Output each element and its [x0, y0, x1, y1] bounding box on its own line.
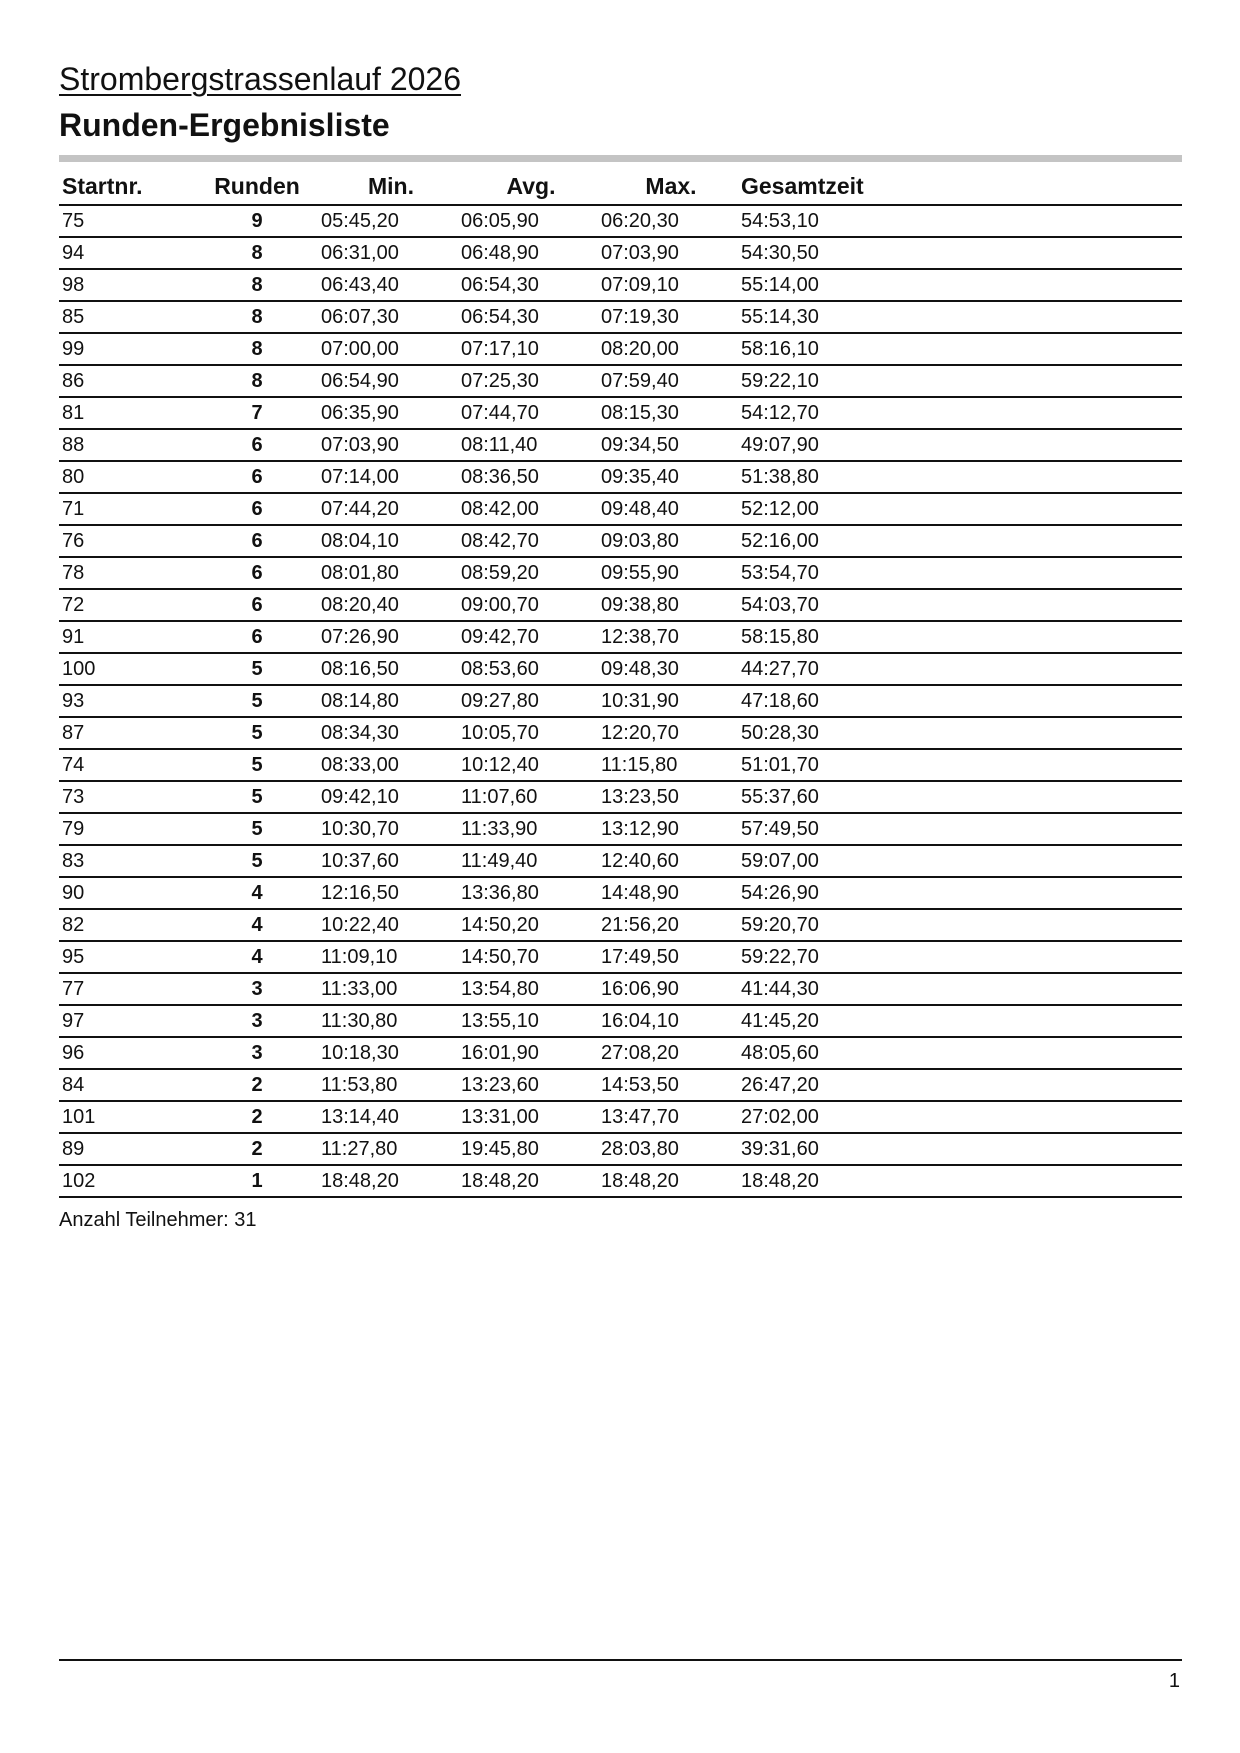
- cell-max: 14:48,90: [601, 877, 741, 909]
- participant-count: Anzahl Teilnehmer: 31: [59, 1209, 257, 1231]
- cell-gesamtzeit: 57:49,50: [741, 813, 1182, 845]
- cell-gesamtzeit: 54:12,70: [741, 397, 1182, 429]
- cell-runden: 2: [193, 1101, 321, 1133]
- cell-runden: 5: [193, 845, 321, 877]
- table-header-row: [59, 168, 1182, 205]
- table-row: [59, 749, 1182, 781]
- cell-min: 05:45,20: [321, 205, 461, 237]
- table-row: [59, 365, 1182, 397]
- table-row: [59, 1133, 1182, 1165]
- results-body: [59, 205, 1182, 1197]
- cell-startnr: 91: [59, 621, 193, 653]
- cell-min: 11:09,10: [321, 941, 461, 973]
- cell-runden: 3: [193, 1005, 321, 1037]
- cell-min: 13:14,40: [321, 1101, 461, 1133]
- table-row: [59, 813, 1182, 845]
- cell-startnr: 78: [59, 557, 193, 589]
- cell-runden: 5: [193, 781, 321, 813]
- cell-gesamtzeit: 54:53,10: [741, 205, 1182, 237]
- cell-gesamtzeit: 52:12,00: [741, 493, 1182, 525]
- cell-max: 09:48,40: [601, 493, 741, 525]
- cell-gesamtzeit: 44:27,70: [741, 653, 1182, 685]
- cell-gesamtzeit: 41:45,20: [741, 1005, 1182, 1037]
- cell-startnr: 87: [59, 717, 193, 749]
- cell-min: 10:22,40: [321, 909, 461, 941]
- cell-startnr: 88: [59, 429, 193, 461]
- cell-runden: 5: [193, 749, 321, 781]
- cell-avg: 13:55,10: [461, 1005, 601, 1037]
- cell-avg: 09:42,70: [461, 621, 601, 653]
- cell-avg: 06:48,90: [461, 237, 601, 269]
- table-row: [59, 941, 1182, 973]
- cell-startnr: 83: [59, 845, 193, 877]
- cell-startnr: 74: [59, 749, 193, 781]
- cell-gesamtzeit: 59:22,70: [741, 941, 1182, 973]
- cell-gesamtzeit: 59:07,00: [741, 845, 1182, 877]
- page-title: Runden-Ergebnisliste: [59, 107, 390, 143]
- cell-startnr: 102: [59, 1165, 193, 1197]
- cell-gesamtzeit: 39:31,60: [741, 1133, 1182, 1165]
- table-row: [59, 1165, 1182, 1197]
- cell-max: 12:40,60: [601, 845, 741, 877]
- column-header-startnr: Startnr.: [59, 168, 193, 205]
- cell-avg: 11:49,40: [461, 845, 601, 877]
- table-row: [59, 1037, 1182, 1069]
- table-row: [59, 237, 1182, 269]
- cell-avg: 10:12,40: [461, 749, 601, 781]
- cell-startnr: 97: [59, 1005, 193, 1037]
- cell-runden: 5: [193, 685, 321, 717]
- table-row: [59, 1069, 1182, 1101]
- table-row: [59, 269, 1182, 301]
- column-header-runden: Runden: [193, 168, 321, 205]
- cell-startnr: 82: [59, 909, 193, 941]
- table-row: [59, 973, 1182, 1005]
- cell-min: 07:26,90: [321, 621, 461, 653]
- cell-runden: 6: [193, 621, 321, 653]
- cell-startnr: 101: [59, 1101, 193, 1133]
- cell-startnr: 85: [59, 301, 193, 333]
- cell-startnr: 75: [59, 205, 193, 237]
- cell-avg: 09:00,70: [461, 589, 601, 621]
- cell-min: 11:53,80: [321, 1069, 461, 1101]
- cell-max: 08:20,00: [601, 333, 741, 365]
- cell-min: 06:54,90: [321, 365, 461, 397]
- cell-gesamtzeit: 55:14,00: [741, 269, 1182, 301]
- cell-max: 07:19,30: [601, 301, 741, 333]
- cell-startnr: 98: [59, 269, 193, 301]
- cell-max: 07:09,10: [601, 269, 741, 301]
- cell-gesamtzeit: 26:47,20: [741, 1069, 1182, 1101]
- cell-max: 10:31,90: [601, 685, 741, 717]
- cell-runden: 7: [193, 397, 321, 429]
- cell-min: 07:03,90: [321, 429, 461, 461]
- cell-max: 06:20,30: [601, 205, 741, 237]
- event-title: Strombergstrassenlauf 2026: [59, 61, 461, 97]
- cell-runden: 6: [193, 589, 321, 621]
- cell-avg: 19:45,80: [461, 1133, 601, 1165]
- cell-startnr: 84: [59, 1069, 193, 1101]
- cell-min: 08:34,30: [321, 717, 461, 749]
- cell-runden: 8: [193, 269, 321, 301]
- cell-runden: 3: [193, 973, 321, 1005]
- cell-min: 08:16,50: [321, 653, 461, 685]
- cell-startnr: 86: [59, 365, 193, 397]
- cell-gesamtzeit: 55:14,30: [741, 301, 1182, 333]
- cell-startnr: 89: [59, 1133, 193, 1165]
- cell-min: 06:07,30: [321, 301, 461, 333]
- table-row: [59, 493, 1182, 525]
- cell-runden: 8: [193, 301, 321, 333]
- cell-max: 16:04,10: [601, 1005, 741, 1037]
- cell-runden: 8: [193, 237, 321, 269]
- cell-gesamtzeit: 54:30,50: [741, 237, 1182, 269]
- table-row: [59, 621, 1182, 653]
- cell-avg: 08:42,00: [461, 493, 601, 525]
- cell-avg: 06:05,90: [461, 205, 601, 237]
- cell-min: 08:04,10: [321, 525, 461, 557]
- cell-startnr: 93: [59, 685, 193, 717]
- cell-gesamtzeit: 58:15,80: [741, 621, 1182, 653]
- cell-startnr: 90: [59, 877, 193, 909]
- cell-max: 13:23,50: [601, 781, 741, 813]
- cell-max: 09:34,50: [601, 429, 741, 461]
- cell-max: 28:03,80: [601, 1133, 741, 1165]
- cell-max: 16:06,90: [601, 973, 741, 1005]
- cell-min: 06:43,40: [321, 269, 461, 301]
- cell-startnr: 76: [59, 525, 193, 557]
- table-row: [59, 205, 1182, 237]
- cell-min: 08:01,80: [321, 557, 461, 589]
- cell-min: 08:33,00: [321, 749, 461, 781]
- table-row: [59, 461, 1182, 493]
- cell-max: 17:49,50: [601, 941, 741, 973]
- cell-runden: 8: [193, 365, 321, 397]
- cell-avg: 06:54,30: [461, 269, 601, 301]
- table-row: [59, 589, 1182, 621]
- cell-runden: 2: [193, 1069, 321, 1101]
- column-header-avg: Avg.: [461, 168, 601, 205]
- cell-avg: 07:44,70: [461, 397, 601, 429]
- table-row: [59, 301, 1182, 333]
- cell-avg: 07:17,10: [461, 333, 601, 365]
- cell-max: 21:56,20: [601, 909, 741, 941]
- cell-gesamtzeit: 48:05,60: [741, 1037, 1182, 1069]
- table-row: [59, 429, 1182, 461]
- cell-min: 08:20,40: [321, 589, 461, 621]
- table-row: [59, 877, 1182, 909]
- cell-avg: 16:01,90: [461, 1037, 601, 1069]
- cell-gesamtzeit: 51:01,70: [741, 749, 1182, 781]
- cell-runden: 5: [193, 717, 321, 749]
- cell-min: 07:00,00: [321, 333, 461, 365]
- cell-max: 27:08,20: [601, 1037, 741, 1069]
- cell-gesamtzeit: 58:16,10: [741, 333, 1182, 365]
- cell-min: 06:31,00: [321, 237, 461, 269]
- cell-avg: 11:33,90: [461, 813, 601, 845]
- cell-min: 12:16,50: [321, 877, 461, 909]
- cell-startnr: 77: [59, 973, 193, 1005]
- cell-max: 07:03,90: [601, 237, 741, 269]
- table-row: [59, 557, 1182, 589]
- cell-gesamtzeit: 47:18,60: [741, 685, 1182, 717]
- cell-runden: 4: [193, 941, 321, 973]
- cell-max: 12:38,70: [601, 621, 741, 653]
- cell-startnr: 71: [59, 493, 193, 525]
- cell-gesamtzeit: 50:28,30: [741, 717, 1182, 749]
- cell-gesamtzeit: 49:07,90: [741, 429, 1182, 461]
- cell-runden: 5: [193, 813, 321, 845]
- table-row: [59, 717, 1182, 749]
- cell-startnr: 94: [59, 237, 193, 269]
- cell-avg: 14:50,20: [461, 909, 601, 941]
- table-row: [59, 685, 1182, 717]
- cell-max: 13:47,70: [601, 1101, 741, 1133]
- table-row: [59, 781, 1182, 813]
- cell-min: 11:30,80: [321, 1005, 461, 1037]
- cell-runden: 3: [193, 1037, 321, 1069]
- cell-min: 07:14,00: [321, 461, 461, 493]
- cell-gesamtzeit: 55:37,60: [741, 781, 1182, 813]
- cell-gesamtzeit: 59:22,10: [741, 365, 1182, 397]
- cell-runden: 1: [193, 1165, 321, 1197]
- cell-avg: 13:54,80: [461, 973, 601, 1005]
- cell-avg: 11:07,60: [461, 781, 601, 813]
- cell-startnr: 99: [59, 333, 193, 365]
- results-table: [59, 168, 1182, 1198]
- cell-avg: 14:50,70: [461, 941, 601, 973]
- cell-gesamtzeit: 27:02,00: [741, 1101, 1182, 1133]
- cell-min: 10:18,30: [321, 1037, 461, 1069]
- cell-min: 10:37,60: [321, 845, 461, 877]
- cell-runden: 6: [193, 525, 321, 557]
- table-row: [59, 845, 1182, 877]
- cell-min: 18:48,20: [321, 1165, 461, 1197]
- cell-startnr: 96: [59, 1037, 193, 1069]
- table-row: [59, 525, 1182, 557]
- cell-max: 18:48,20: [601, 1165, 741, 1197]
- cell-avg: 06:54,30: [461, 301, 601, 333]
- cell-max: 11:15,80: [601, 749, 741, 781]
- table-row: [59, 653, 1182, 685]
- cell-min: 11:27,80: [321, 1133, 461, 1165]
- cell-avg: 08:36,50: [461, 461, 601, 493]
- cell-avg: 09:27,80: [461, 685, 601, 717]
- cell-gesamtzeit: 41:44,30: [741, 973, 1182, 1005]
- cell-gesamtzeit: 59:20,70: [741, 909, 1182, 941]
- cell-runden: 6: [193, 429, 321, 461]
- cell-avg: 18:48,20: [461, 1165, 601, 1197]
- cell-avg: 13:31,00: [461, 1101, 601, 1133]
- cell-min: 10:30,70: [321, 813, 461, 845]
- cell-startnr: 95: [59, 941, 193, 973]
- cell-avg: 08:42,70: [461, 525, 601, 557]
- cell-runden: 2: [193, 1133, 321, 1165]
- cell-gesamtzeit: 18:48,20: [741, 1165, 1182, 1197]
- column-header-gesamtzeit: Gesamtzeit: [741, 168, 1182, 205]
- cell-gesamtzeit: 53:54,70: [741, 557, 1182, 589]
- cell-startnr: 80: [59, 461, 193, 493]
- cell-max: 09:03,80: [601, 525, 741, 557]
- cell-runden: 5: [193, 653, 321, 685]
- cell-avg: 08:11,40: [461, 429, 601, 461]
- cell-runden: 4: [193, 877, 321, 909]
- table-row: [59, 1005, 1182, 1037]
- table-row: [59, 397, 1182, 429]
- table-row: [59, 1101, 1182, 1133]
- cell-min: 06:35,90: [321, 397, 461, 429]
- cell-max: 07:59,40: [601, 365, 741, 397]
- cell-min: 11:33,00: [321, 973, 461, 1005]
- cell-gesamtzeit: 51:38,80: [741, 461, 1182, 493]
- cell-min: 08:14,80: [321, 685, 461, 717]
- table-row: [59, 333, 1182, 365]
- cell-min: 09:42,10: [321, 781, 461, 813]
- cell-avg: 13:36,80: [461, 877, 601, 909]
- cell-startnr: 79: [59, 813, 193, 845]
- header-divider: [59, 155, 1182, 162]
- cell-avg: 10:05,70: [461, 717, 601, 749]
- cell-max: 13:12,90: [601, 813, 741, 845]
- footer-divider: [59, 1659, 1182, 1661]
- cell-max: 14:53,50: [601, 1069, 741, 1101]
- cell-startnr: 100: [59, 653, 193, 685]
- cell-gesamtzeit: 52:16,00: [741, 525, 1182, 557]
- cell-max: 09:35,40: [601, 461, 741, 493]
- cell-avg: 08:59,20: [461, 557, 601, 589]
- cell-gesamtzeit: 54:26,90: [741, 877, 1182, 909]
- column-header-max: Max.: [601, 168, 741, 205]
- cell-avg: 13:23,60: [461, 1069, 601, 1101]
- cell-min: 07:44,20: [321, 493, 461, 525]
- cell-startnr: 81: [59, 397, 193, 429]
- cell-runden: 8: [193, 333, 321, 365]
- cell-max: 09:38,80: [601, 589, 741, 621]
- cell-max: 09:48,30: [601, 653, 741, 685]
- table-row: [59, 909, 1182, 941]
- cell-runden: 9: [193, 205, 321, 237]
- cell-max: 12:20,70: [601, 717, 741, 749]
- cell-runden: 4: [193, 909, 321, 941]
- cell-startnr: 72: [59, 589, 193, 621]
- column-header-min: Min.: [321, 168, 461, 205]
- cell-startnr: 73: [59, 781, 193, 813]
- cell-runden: 6: [193, 557, 321, 589]
- page-number: 1: [1168, 1670, 1180, 1692]
- cell-avg: 08:53,60: [461, 653, 601, 685]
- cell-avg: 07:25,30: [461, 365, 601, 397]
- cell-max: 08:15,30: [601, 397, 741, 429]
- cell-max: 09:55,90: [601, 557, 741, 589]
- cell-runden: 6: [193, 461, 321, 493]
- cell-runden: 6: [193, 493, 321, 525]
- cell-gesamtzeit: 54:03,70: [741, 589, 1182, 621]
